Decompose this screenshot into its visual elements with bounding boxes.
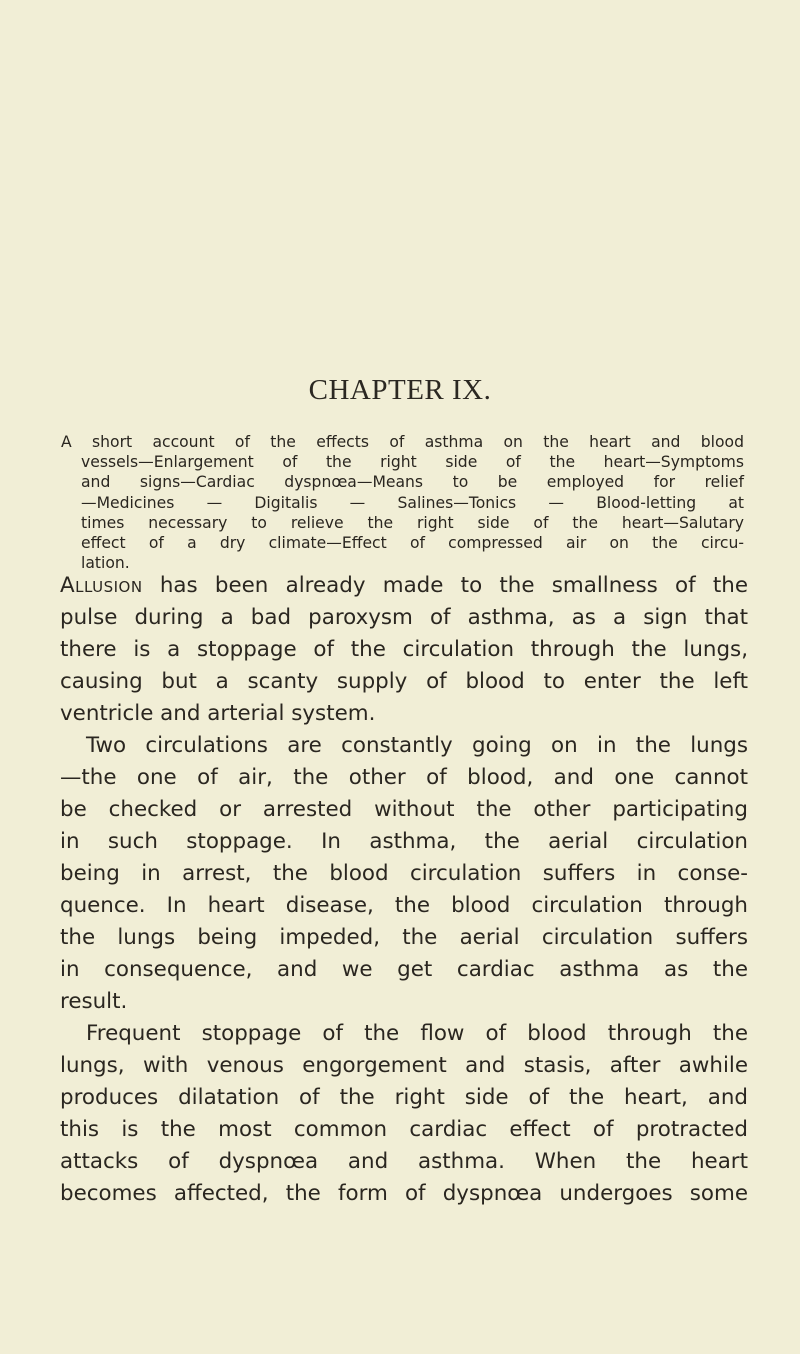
synopsis-line: A short account of the effects of asthma on the heart and blood (61, 433, 744, 451)
body-line: —the one of air, the other of blood, and one cannot (60, 765, 748, 790)
body-line: the lungs being impeded, the aerial circulation suffers (60, 925, 748, 950)
synopsis-line: vessels—Enlargement of the right side of the heart—Symptoms (81, 453, 744, 472)
body-line: attacks of dyspnœa and asthma. When the heart (60, 1149, 748, 1174)
body-line: Two circulations are constantly going on in the lungs (86, 733, 748, 758)
paragraph-3 (60, 1018, 748, 1210)
chapter-heading: CHAPTER IX. (308, 374, 492, 406)
body-line: quence. In heart disease, the blood circulation through (60, 893, 748, 918)
body-line: in such stoppage. In asthma, the aerial circulation (60, 829, 748, 854)
body-line: result. (60, 989, 128, 1014)
paragraph-2 (60, 730, 748, 1018)
body-line: in consequence, and we get cardiac asthma as the (60, 957, 748, 982)
body-line: be checked or arrested without the other participating (60, 797, 748, 822)
body-line: becomes affected, the form of dyspnœa undergoes some (60, 1181, 748, 1206)
chapter-synopsis (58, 432, 744, 573)
synopsis-line: and signs—Cardiac dyspnœa—Means to be employed for relief (81, 473, 744, 492)
synopsis-line: times necessary to relieve the right side of the heart—Salutary (81, 513, 744, 532)
body-line: produces dilatation of the right side of the heart, and (60, 1085, 748, 1110)
paragraph-1 (60, 570, 748, 730)
body-line: causing but a scanty supply of blood to enter the left (60, 669, 748, 694)
body-line (60, 570, 748, 602)
body-line: lungs, with venous engorgement and stasis, after awhile (60, 1053, 748, 1078)
synopsis-line: effect of a dry climate—Effect of compressed air on the circu- (81, 534, 744, 553)
body-line-text: has been already made to the smallness of the (159, 573, 748, 598)
lead-word: Allusion (60, 573, 143, 598)
body-line: pulse during a bad paroxysm of asthma, as a sign that (60, 605, 748, 630)
body-line: ventricle and arterial system. (60, 701, 376, 726)
body-line: being in arrest, the blood circulation suffers in conse- (60, 861, 748, 886)
body-text (60, 570, 748, 1210)
synopsis-line: lation. (81, 554, 130, 573)
body-line: this is the most common cardiac effect of protracted (60, 1117, 748, 1142)
synopsis-line: —Medicines — Digitalis — Salines—Tonics — Blood-letting at (81, 493, 744, 512)
body-line: there is a stoppage of the circulation through the lungs, (60, 637, 748, 662)
body-line: Frequent stoppage of the flow of blood through the (86, 1021, 748, 1046)
